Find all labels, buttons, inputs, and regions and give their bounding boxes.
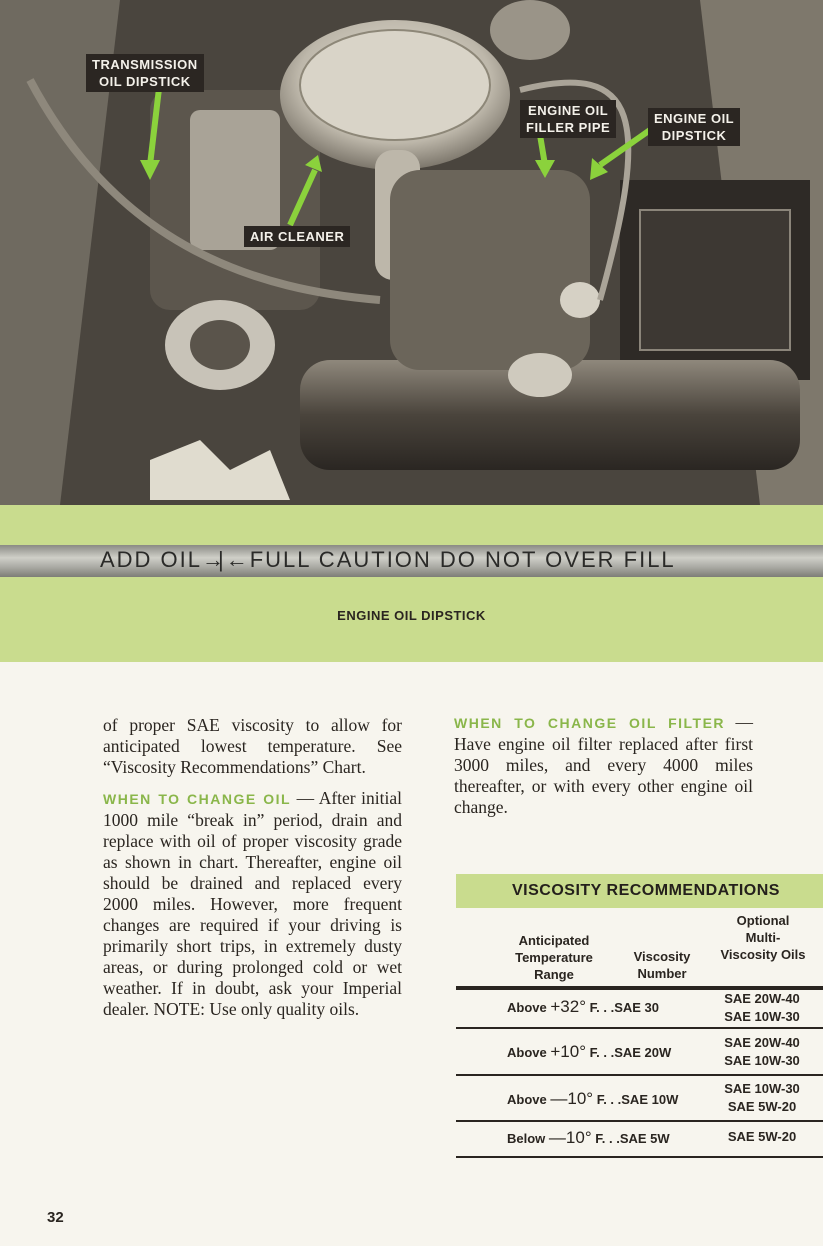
row-divider [456, 1074, 823, 1076]
change-filter-heading: WHEN TO CHANGE OIL FILTER [454, 715, 726, 731]
col-header-multi: Optional Multi-Viscosity Oils [720, 913, 806, 962]
filler-pipe-callout [520, 100, 616, 138]
transmission-callout-line2: OIL DIPSTICK [98, 74, 191, 89]
right-column [454, 712, 753, 828]
row-sae: SAE 10W [621, 1092, 679, 1107]
dipstick-caption: ENGINE OIL DIPSTICK [337, 608, 486, 623]
add-oil-mark: ADD OIL→ [100, 547, 227, 572]
change-oil-text: — After initial 1000 mile “break in” period, drain and replace with oil of proper viscosity grade as shown in chart. Thereafter, engine oil should be drained and replaced every 2000 miles. However, more frequent changes are required if your driving is primarily short trips, in extremely dusty areas, or during prolonged cold or wet weather. If in doubt, ask your Imperial dealer. NOTE: Use only quality oils. [103, 788, 402, 1019]
row-sae: SAE 30 [614, 1000, 659, 1015]
row-opt-1: SAE 20W-40 [724, 1035, 800, 1050]
filler-callout-line2: FILLER PIPE [526, 120, 611, 135]
col-header-viscosity: Viscosity Number [633, 949, 691, 981]
row-temp-value: —10° [548, 1128, 592, 1147]
row-opt-1: SAE 20W-40 [724, 991, 800, 1006]
row-temp-unit: F. . . [596, 1092, 622, 1107]
row-opt-1: SAE 5W-20 [727, 1129, 797, 1144]
row-prefix: Above [507, 1000, 547, 1015]
full-caution-mark: |←FULL CAUTION DO NOT OVER FILL [218, 547, 676, 572]
row-opt-2: SAE 5W-20 [727, 1099, 797, 1114]
row-divider [456, 1120, 823, 1122]
row-opt-1: SAE 10W-30 [724, 1081, 800, 1096]
engine-compartment-photo [0, 0, 823, 505]
row-prefix: Above [507, 1092, 547, 1107]
row-temp-unit: F. . . [589, 1045, 615, 1060]
row-sae: SAE 20W [614, 1045, 672, 1060]
table-bottom-rule [456, 1156, 823, 1158]
transmission-callout-line1: TRANSMISSION [92, 57, 198, 72]
row-temp-unit: F. . . [595, 1131, 620, 1146]
viscosity-title: VISCOSITY RECOMMENDATIONS [512, 882, 780, 899]
change-oil-heading: WHEN TO CHANGE OIL [103, 791, 292, 807]
air-cleaner-callout: AIR CLEANER [244, 226, 350, 247]
intro-paragraph: of proper SAE viscosity to allow for anticipated lowest temperature. See “Viscosity Recommendations” Chart. [103, 715, 402, 777]
row-opt-2: SAE 10W-30 [724, 1009, 800, 1024]
row-prefix: Above [507, 1045, 547, 1060]
change-filter-paragraph [454, 712, 753, 818]
row-temp-value: +10° [550, 1042, 586, 1061]
left-column [103, 715, 402, 1030]
change-oil-paragraph [103, 788, 402, 1020]
dipstick-callout-line1: ENGINE OIL [654, 111, 735, 126]
row-prefix: Below [507, 1131, 546, 1146]
col-header-temperature: Anticipated Temperature Range [515, 933, 593, 982]
row-temp-value: —10° [550, 1089, 594, 1108]
dipstick-illustration [0, 545, 823, 577]
row-temp-unit: F. . . [589, 1000, 615, 1015]
row-sae: SAE 5W [619, 1131, 670, 1146]
row-opt-2: SAE 10W-30 [724, 1053, 800, 1068]
row-divider [456, 1027, 823, 1029]
row-temp-value: +32° [550, 997, 586, 1016]
dipstick-band [0, 505, 823, 662]
dipstick-callout-line2: DIPSTICK [661, 128, 727, 143]
filler-callout-line1: ENGINE OIL [528, 103, 609, 118]
transmission-dipstick-callout [86, 54, 204, 92]
engine-dipstick-callout [648, 108, 740, 146]
page-number: 32 [47, 1209, 64, 1226]
change-filter-text: — Have engine oil filter replaced after first 3000 miles, and every 4000 miles thereafter, or with every other engine oil change. [454, 712, 753, 817]
